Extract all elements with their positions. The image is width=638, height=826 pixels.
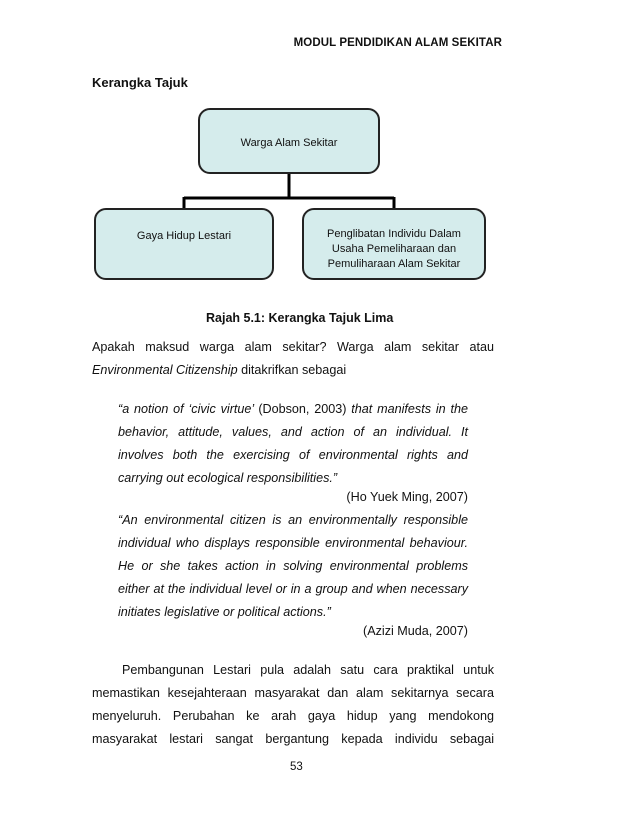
quote-2 [118,509,468,624]
body-line-3: menyeluruh. Perubahan ke arah gaya hidup yang mendokong [92,709,494,723]
section-title: Kerangka Tajuk [92,75,188,90]
diagram-box-root-label: Warga Alam Sekitar [240,137,338,149]
running-header: MODUL PENDIDIKAN ALAM SEKITAR [293,37,502,49]
quote-2-line-5: initiates legislative or political actions.” [118,605,331,619]
intro-paragraph [92,336,494,382]
diagram-box-root [198,108,380,174]
page-number: 53 [290,761,303,773]
quote-1 [118,398,468,490]
diagram-box-left-label: Gaya Hidup Lestari [136,230,232,242]
body-line-1: Pembangunan Lestari pula adalah satu cara praktikal untuk [122,663,494,677]
body-line-2: memastikan kesejahteraan masyarakat dan alam sekitarnya secara [92,686,494,700]
quote-1-line-3: involves both the exercising of environmental rights and [118,448,468,462]
citation-1: (Ho Yuek Ming, 2007) [346,490,468,504]
intro-term: Environmental Citizenship [92,363,238,377]
diagram-box-right-label: Penglibatan Individu Dalam Usaha Pemeliharaan dan Pemuliharaan Alam Sekitar [327,228,461,270]
figure-caption: Rajah 5.1: Kerangka Tajuk Lima [206,311,394,325]
intro-line-2 [92,359,494,382]
quote-1-line-1: “a notion of ‘civic virtue’ (Dobson, 2003) that manifests in the [118,402,468,416]
quote-2-line-3: He or she takes action in solving environmental problems [118,559,468,573]
body-line-4: masyarakat lestari sangat bergantung kepada individu sebagai [92,732,494,746]
intro-line-2-rest: ditakrifkan sebagai [237,363,347,377]
diagram-box-left [94,208,274,280]
quote-2-line-2: individual who displays responsible environmental behaviour. [118,536,468,550]
quote-1-line-4: carrying out ecological responsibilities.” [118,471,338,485]
body-paragraph [92,659,494,751]
diagram-box-right [302,208,486,280]
intro-line-1: Apakah maksud warga alam sekitar? Warga alam sekitar atau [92,340,494,354]
quote-2-line-1: “An environmental citizen is an environmentally responsible [118,513,468,527]
citation-2: (Azizi Muda, 2007) [363,624,468,638]
quote-1-line-2: behavior, attitude, values, and action of an individual. It [118,425,468,439]
quote-2-line-4: either at the individual level or in a group and when necessary [118,582,468,596]
